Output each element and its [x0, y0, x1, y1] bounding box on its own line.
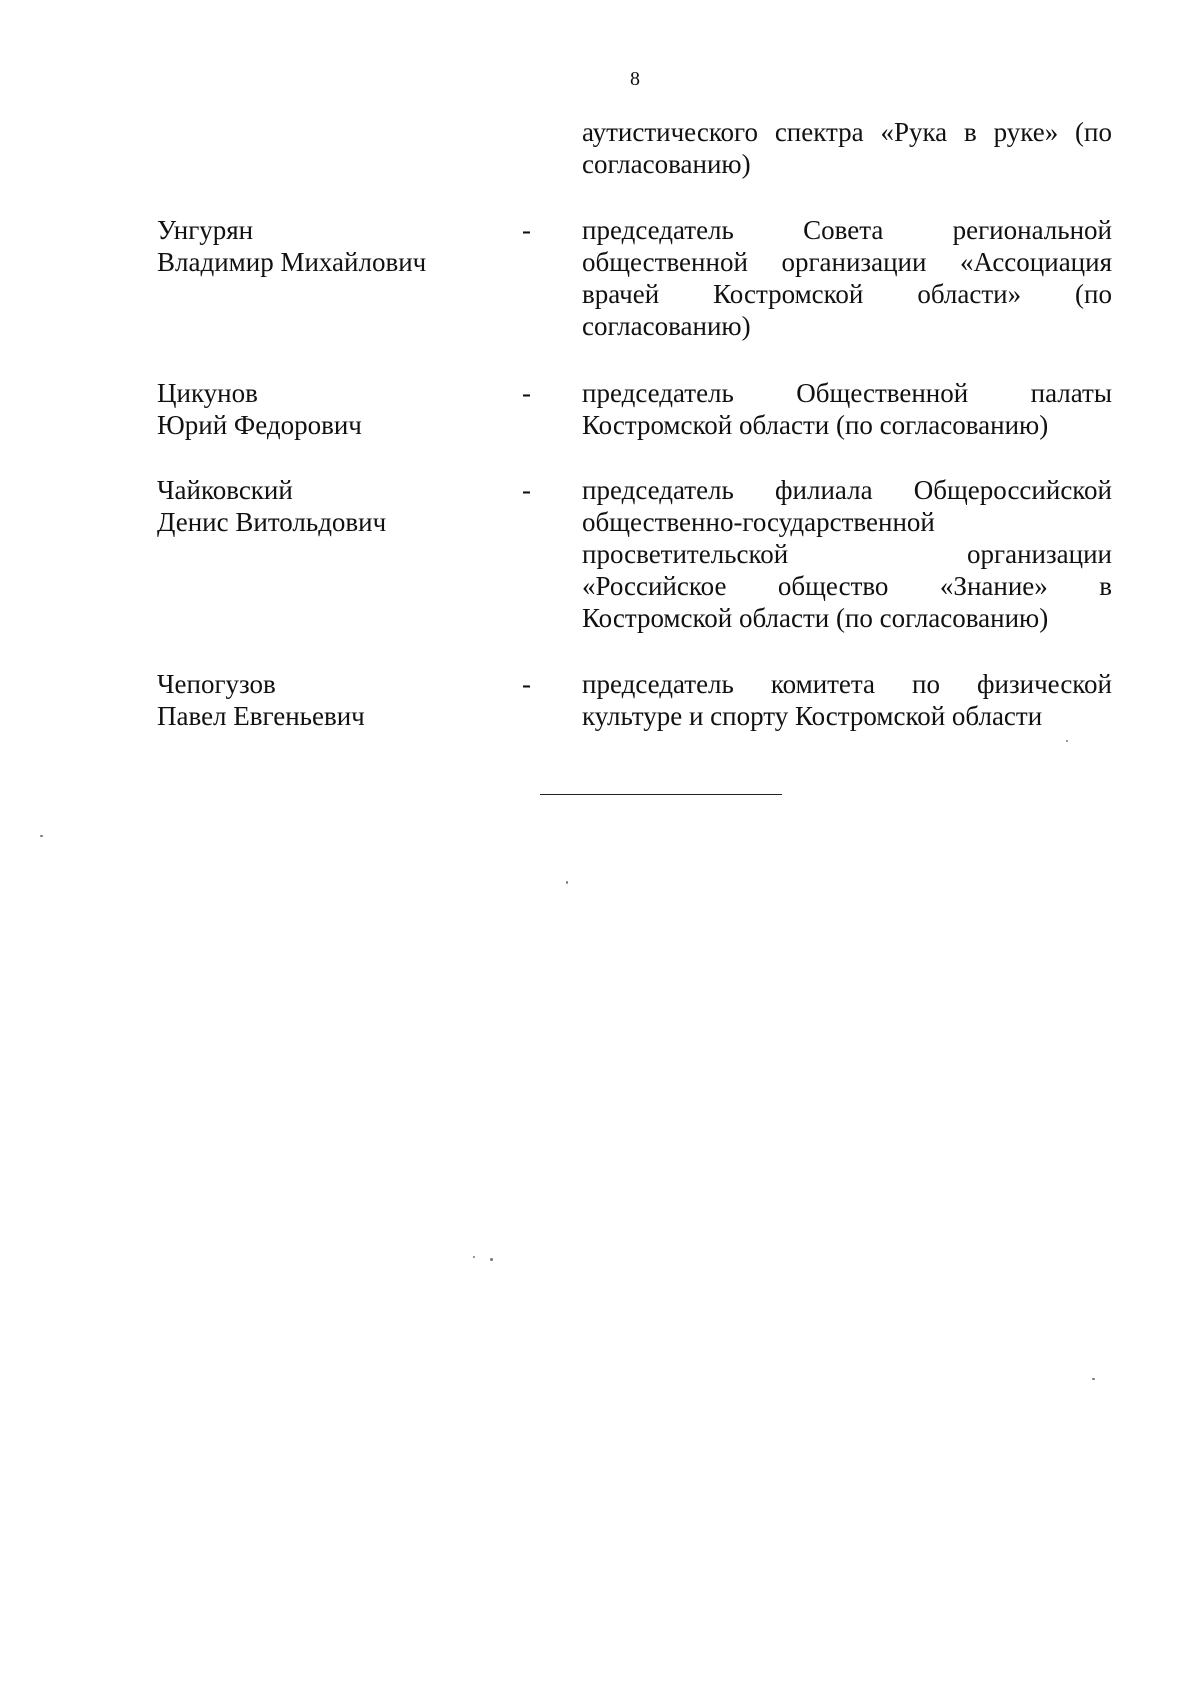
member-surname: Чепогузов [157, 669, 276, 699]
member-position-line: Костромской области (по согласованию) [582, 410, 1049, 440]
carryover-line: согласованию) [582, 149, 751, 179]
scan-speck [1066, 740, 1068, 742]
scan-speck [566, 881, 568, 884]
member-position-line: общественной организации «Ассоциация [582, 247, 1112, 277]
page-number: 8 [630, 68, 640, 90]
member-surname: Чайковский [157, 475, 293, 505]
member-position-line: председатель Общественной палаты [582, 378, 1112, 408]
dash-separator: - [522, 378, 531, 408]
member-surname: Унгурян [157, 215, 254, 245]
dash-separator: - [522, 669, 531, 699]
scan-speck [473, 1256, 475, 1258]
dash-separator: - [522, 475, 531, 505]
member-position-line: культуре и спорту Костромской области [582, 701, 1043, 731]
scan-speck [1092, 1378, 1095, 1380]
member-given-names: Владимир Михайлович [157, 247, 427, 277]
member-position-line: согласованию) [582, 311, 751, 341]
member-position-line: врачей Костромской области» (по [582, 279, 1112, 309]
member-position-line: «Российское общество «Знание» в [582, 571, 1112, 601]
member-surname: Цикунов [157, 378, 258, 408]
scan-speck [490, 1258, 493, 1261]
member-position-line: общественно-государственной [582, 507, 935, 537]
scan-speck [40, 835, 43, 837]
member-given-names: Павел Евгеньевич [157, 701, 365, 731]
member-given-names: Юрий Федорович [157, 410, 362, 440]
member-position-line: просветительской организации [582, 539, 1112, 569]
end-rule [540, 794, 782, 795]
member-position-line: Костромской области (по согласованию) [582, 603, 1049, 633]
dash-separator: - [522, 215, 531, 245]
member-position-line: председатель Совета региональной [582, 215, 1112, 245]
member-position-line: председатель комитета по физической [582, 669, 1112, 699]
member-given-names: Денис Витольдович [157, 507, 387, 537]
member-position-line: председатель филиала Общероссийской [582, 475, 1112, 505]
carryover-line: аутистического спектра «Рука в руке» (по [582, 117, 1112, 147]
